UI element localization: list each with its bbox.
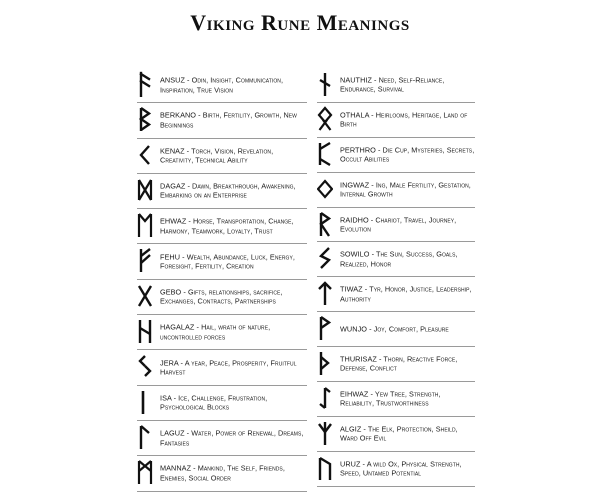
rune-name: HAGALAZ	[160, 322, 195, 332]
rune-meaning: Die Cup, Mysteries, Secrets, Occult Abilities	[340, 145, 475, 164]
rune-description: BERKANO - Birth, Fertility, Growth, New Beginnings	[160, 111, 297, 130]
othala-rune-icon	[317, 106, 333, 132]
rune-entry-perthro	[317, 138, 475, 173]
rune-description: INGWAZ - Ing, Male Fertility, Gestation, Internal Growth	[340, 180, 471, 199]
ingwaz-rune-icon	[317, 176, 333, 202]
rune-description: MANNAZ - Mankind, The Self, Friends, Enemies, Social Order	[160, 464, 285, 483]
ehwaz-rune-icon	[137, 212, 153, 238]
rune-entry-ehwaz	[137, 209, 307, 244]
rune-meaning: Chariot, Travel, Journey, Evolution	[340, 215, 457, 234]
isa-rune-icon	[137, 389, 153, 415]
rune-description: RAIDHO - Chariot, Travel, Journey, Evolution	[340, 215, 457, 234]
rune-name: ISA	[160, 393, 172, 403]
rune-meaning: Hail, wrath of nature, uncontrolled forces	[160, 322, 271, 342]
rune-entry-jera	[137, 350, 307, 385]
rune-name: PERTHRO	[340, 145, 376, 155]
rune-name: JERA	[160, 358, 179, 368]
eihwaz-rune-icon	[317, 385, 333, 411]
rune-meaning: Ing, Male Fertility, Gestation, Internal Growth	[340, 180, 471, 199]
mannaz-rune-icon	[137, 459, 153, 485]
rune-meaning: A year, Peace, Prosperity, Fruitful Harvest	[160, 358, 297, 377]
rune-name: BERKANO	[160, 111, 197, 121]
rune-description: PERTHRO - Die Cup, Mysteries, Secrets, Occult Abilities	[340, 145, 475, 164]
rune-entry-fehu	[137, 244, 307, 279]
rune-name: NAUTHIZ	[340, 75, 372, 85]
rune-description: EIHWAZ - Yew Tree, Strength, Reliability, Trustworthiness	[340, 389, 441, 408]
rune-meaning: Horse, Transportation, Change, Harmony, Teamwork, Loyalty, Trust	[160, 216, 294, 236]
rune-description: TIWAZ - Tyr, Honor, Justice, Leadership, Authority	[340, 284, 472, 304]
rune-description: KENAZ - Torch, Vision, Revelation, Creativity, Technical Ability	[160, 146, 274, 165]
thurisaz-rune-icon	[317, 350, 333, 376]
rune-name: MANNAZ	[160, 464, 192, 473]
rune-description: JERA - A year, Peace, Prosperity, Fruitful Harvest	[160, 358, 297, 377]
rune-description: DAGAZ - Dawn, Breakthrough, Awakening, Embarking on an Enterprise	[160, 181, 296, 201]
tiwaz-rune-icon	[317, 280, 333, 306]
rune-entry-ingwaz	[317, 173, 475, 208]
rune-meaning: Yew Tree, Strength, Reliability, Trustworthiness	[340, 389, 441, 408]
rune-meaning: Tyr, Honor, Justice, Leadership, Authority	[340, 284, 472, 304]
rune-entry-kenaz	[137, 139, 307, 174]
rune-entry-raidho	[317, 208, 475, 243]
rune-description: FEHU - Wealth, Abundance, Luck, Energy, Foresight, Fertility, Creation	[160, 252, 295, 271]
rune-meaning: Thorn, Reactive Force, Defense, Conflict	[340, 354, 458, 374]
rune-entry-mannaz	[137, 456, 307, 491]
rune-name: EIHWAZ	[340, 389, 369, 399]
fehu-rune-icon	[137, 247, 153, 273]
left-rune-column	[137, 68, 307, 492]
rune-entry-laguz	[137, 421, 307, 456]
rune-meaning: A wild Ox, Physical Strength, Speed, Untamed Potential	[340, 459, 462, 478]
rune-name: URUZ	[340, 459, 361, 469]
nauthiz-rune-icon	[317, 71, 333, 97]
rune-entry-isa	[137, 386, 307, 421]
rune-meaning: Heirlooms, Heritage, Land of Birth	[340, 110, 468, 129]
rune-meaning: Joy, Comfort, Pleasure	[373, 324, 449, 334]
perthro-rune-icon	[317, 141, 333, 167]
rune-description: GEBO - Gifts, relationships, sacrifice, Exchanges, Contracts, Partnerships	[160, 287, 283, 306]
rune-meaning: Mankind, The Self, Friends, Enemies, Social Order	[160, 464, 285, 483]
rune-name: KENAZ	[160, 146, 185, 156]
rune-name: SOWILO	[340, 249, 370, 259]
rune-meaning: Dawn, Breakthrough, Awakening, Embarking on an Enterprise	[160, 181, 296, 201]
rune-entry-thurisaz	[317, 347, 475, 382]
rune-entry-nauthiz	[317, 68, 475, 103]
rune-name: WUNJO	[340, 324, 368, 334]
wunjo-rune-icon	[317, 315, 333, 341]
rune-name: THURISAZ	[340, 354, 377, 364]
rune-description: ALGIZ - The Elk, Protection, Sheild, Ward Off Evil	[340, 424, 458, 443]
rune-meaning: Birth, Fertility, Growth, New Beginnings	[160, 111, 297, 130]
berkano-rune-icon	[137, 106, 153, 132]
rune-entry-othala	[317, 103, 475, 138]
rune-meaning: The Elk, Protection, Sheild, Ward Off Evil	[340, 424, 458, 443]
page-title: Viking Rune Meanings	[190, 10, 410, 35]
rune-entry-ansuz	[137, 68, 307, 103]
rune-name: LAGUZ	[160, 428, 185, 438]
rune-description: OTHALA - Heirlooms, Heritage, Land of Birth	[340, 110, 468, 129]
rune-entry-dagaz	[137, 174, 307, 209]
rune-description: LAGUZ - Water, Power of Renewal, Dreams, Fantasies	[160, 428, 304, 448]
right-rune-column	[317, 68, 475, 487]
rune-entry-berkano	[137, 103, 307, 138]
algiz-rune-icon	[317, 420, 333, 446]
rune-description: HAGALAZ - Hail, wrath of nature, uncontrolled forces	[160, 322, 271, 342]
rune-entry-tiwaz	[317, 277, 475, 312]
rune-name: OTHALA	[340, 110, 370, 120]
rune-entry-wunjo	[317, 312, 475, 347]
rune-entry-hagalaz	[137, 315, 307, 350]
hagalaz-rune-icon	[137, 318, 153, 344]
rune-entry-sowilo	[317, 242, 475, 277]
rune-meaning: Ice, Challenge, Frustration, Psychological Blocks	[160, 393, 268, 412]
jera-rune-icon	[137, 353, 153, 379]
rune-description: URUZ - A wild Ox, Physical Strength, Speed, Untamed Potential	[340, 459, 462, 478]
rune-meaning: Odin, Insight, Communication, Inspiration, True Vision	[160, 75, 284, 95]
raidho-rune-icon	[317, 211, 333, 237]
rune-description: WUNJO - Joy, Comfort, Pleasure	[340, 324, 449, 334]
rune-description: THURISAZ - Thorn, Reactive Force, Defense, Conflict	[340, 354, 458, 374]
rune-description: EHWAZ - Horse, Transportation, Change, Harmony, Teamwork, Loyalty, Trust	[160, 216, 294, 236]
rune-entry-gebo	[137, 280, 307, 315]
sowilo-rune-icon	[317, 245, 333, 271]
rune-description: ANSUZ - Odin, Insight, Communication, Inspiration, True Vision	[160, 75, 284, 95]
rune-meaning: Torch, Vision, Revelation, Creativity, Technical Ability	[160, 146, 274, 165]
rune-name: ANSUZ	[160, 75, 185, 85]
rune-name: DAGAZ	[160, 181, 186, 191]
rune-meaning: Wealth, Abundance, Luck, Energy, Foresight, Fertility, Creation	[160, 252, 295, 271]
rune-name: GEBO	[160, 287, 182, 297]
rune-description: SOWILO - The Sun, Success, Goals, Realized, Honor	[340, 249, 458, 269]
rune-name: EHWAZ	[160, 216, 187, 226]
rune-entry-eihwaz	[317, 382, 475, 417]
rune-meaning: Need, Self-Reliance, Endurance, Survival	[340, 75, 445, 94]
kenaz-rune-icon	[137, 142, 153, 168]
rune-name: ALGIZ	[340, 424, 362, 434]
gebo-rune-icon	[137, 283, 153, 309]
rune-meaning: Gifts, relationships, sacrifice, Exchanges, Contracts, Partnerships	[160, 287, 283, 306]
laguz-rune-icon	[137, 424, 153, 450]
ansuz-rune-icon	[137, 71, 153, 97]
rune-entry-uruz	[317, 452, 475, 487]
rune-name: TIWAZ	[340, 284, 363, 294]
rune-name: FEHU	[160, 252, 181, 262]
rune-name: RAIDHO	[340, 215, 369, 225]
rune-entry-algiz	[317, 417, 475, 452]
rune-meaning: The Sun, Success, Goals, Realized, Honor	[340, 249, 458, 269]
uruz-rune-icon	[317, 455, 333, 481]
rune-description: NAUTHIZ - Need, Self-Reliance, Endurance, Survival	[340, 75, 445, 94]
rune-description: ISA - Ice, Challenge, Frustration, Psychological Blocks	[160, 393, 268, 412]
dagaz-rune-icon	[137, 177, 153, 203]
rune-name: INGWAZ	[340, 180, 370, 190]
rune-meaning: Water, Power of Renewal, Dreams, Fantasies	[160, 428, 304, 448]
